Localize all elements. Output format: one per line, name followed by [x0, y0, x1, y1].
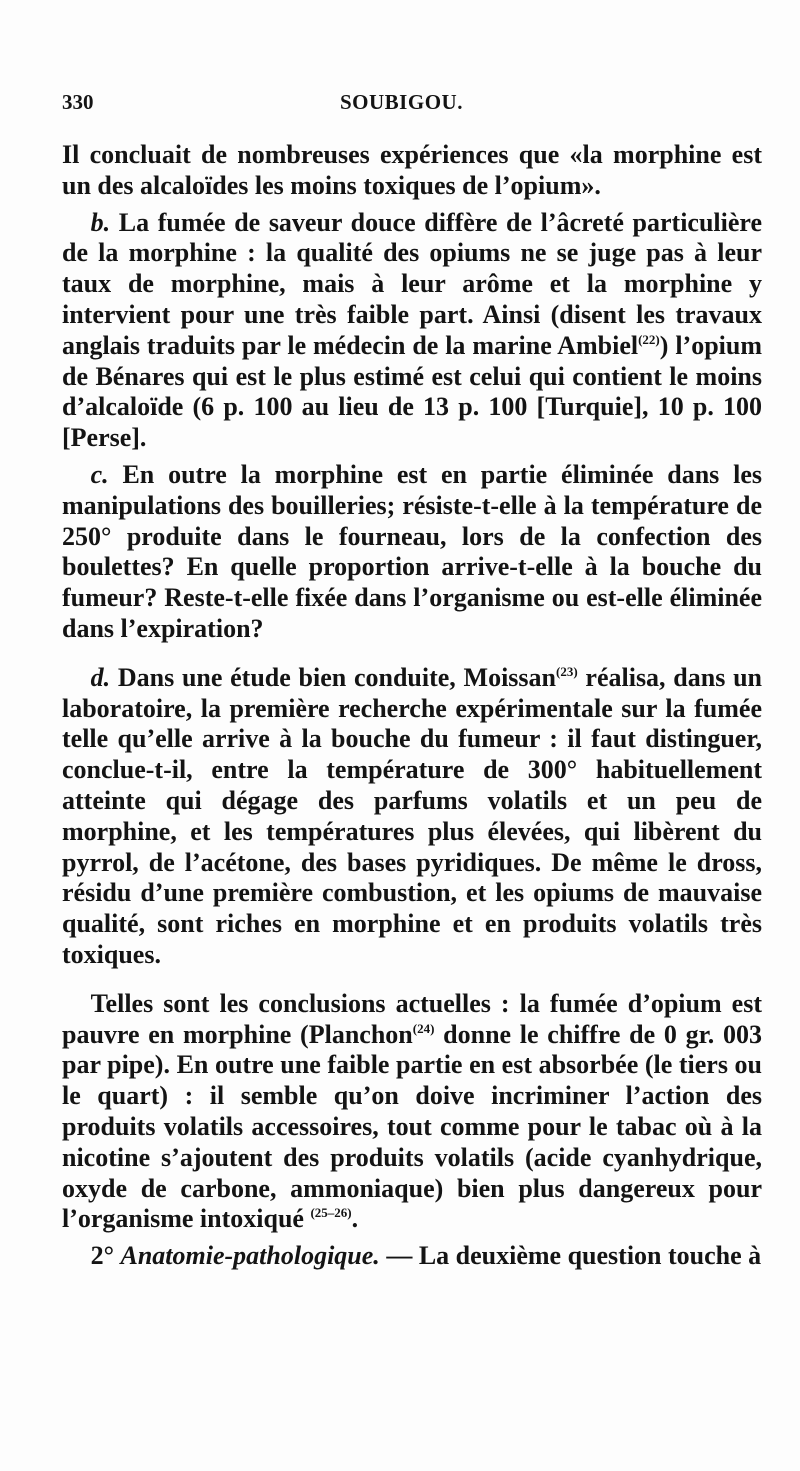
paragraph-conclusions — [62, 989, 762, 1235]
item-label-c: c. — [90, 459, 109, 489]
running-title: SOUBIGOU. — [340, 90, 463, 114]
item-label-b: b. — [90, 207, 111, 237]
paragraph-text: Il concluait de nombreuses expériences que «la morphine est un des alcaloïdes les moins toxiques de l’opium». — [62, 140, 762, 200]
paragraph-text: . — [351, 1204, 359, 1234]
paragraph-text: — La deuxième question touche à — [379, 1241, 762, 1271]
paragraph-text: réalisa, dans un laboratoire, la première recherche expérimentale sur la fumée telle qu’elle arrive à la bouche du fumeur : il faut distinguer, conclue-t-il, entre la température de 300° habituellement atteinte qui dégage des parfums volatils et un peu de morphine, et les températures plus élevées, qui libèrent du pyrrol, de l’acétone, des bases pyridiques. De même le dross, résidu d’une première combustion, et les opiums de mauvaise qualité, sont riches en morphine et en produits volatils très toxiques. — [62, 662, 762, 969]
paragraph-text: ) l’opium de Bénares qui est le plus estimé est celui qui contient le moins d’alcaloïde (6 p. 100 au lieu de 13 p. 100 [Turquie], 10 p. 100 [Perse]. — [62, 330, 762, 453]
footnote-ref-23: (23) — [556, 663, 578, 679]
paragraph-text: Dans une étude bien conduite, Moissan — [117, 662, 556, 692]
paragraph-continuation — [62, 140, 762, 202]
paragraph-text: Telles sont les conclusions actuelles : la fumée d’opium est pauvre en morphine (Planchon — [62, 988, 762, 1049]
paragraph-text: En outre la morphine est en partie éliminée dans les manipulations des bouilleries; résiste-t-elle à la température de 250° produite dans le fourneau, lors de la confection des boulettes? En quelle proportion arrive-t-elle à la bouche du fumeur? Reste-t-elle fixée dans l’organisme ou est-elle éliminée dans l’expiration? — [62, 459, 763, 643]
paragraph-b — [62, 208, 762, 454]
paragraph-text: La fumée de saveur douce diffère de l’âcreté particulière de la morphine : la qualité des opiums ne se juge pas à leur taux de morphine, mais à leur arôme et la morphine y intervient pour une très faible part. Ainsi (disent les travaux anglais traduits par le médecin de la marine Ambiel — [62, 207, 763, 360]
section-heading: Anatomie-pathologique. — [120, 1241, 380, 1271]
page-header — [62, 90, 762, 122]
footnote-ref-24: (24) — [412, 1020, 435, 1036]
page-number: 330 — [62, 90, 94, 114]
body-text — [62, 140, 762, 1278]
footnote-ref-25-26: (25–26) — [310, 1205, 352, 1221]
paragraph-d — [62, 663, 762, 971]
item-label-d: d. — [90, 662, 111, 692]
section-number: 2° — [90, 1241, 114, 1271]
section-anatomie — [62, 1241, 762, 1272]
paragraph-text: donne le chiffre de 0 gr. 003 par pipe). En outre une faible partie en est absorbée (le tiers ou le quart) : il semble qu’on doive incriminer l’action des produits volatils accessoires, tout comme pour le tabac où à la nicotine s’ajoutent des produits volatils (acide cyanhydrique, oxyde de carbone, ammoniaque) bien plus dangereux pour l’organisme intoxiqué — [62, 1019, 762, 1234]
footnote-ref-22: (22) — [638, 331, 660, 347]
paragraph-c — [62, 460, 762, 645]
